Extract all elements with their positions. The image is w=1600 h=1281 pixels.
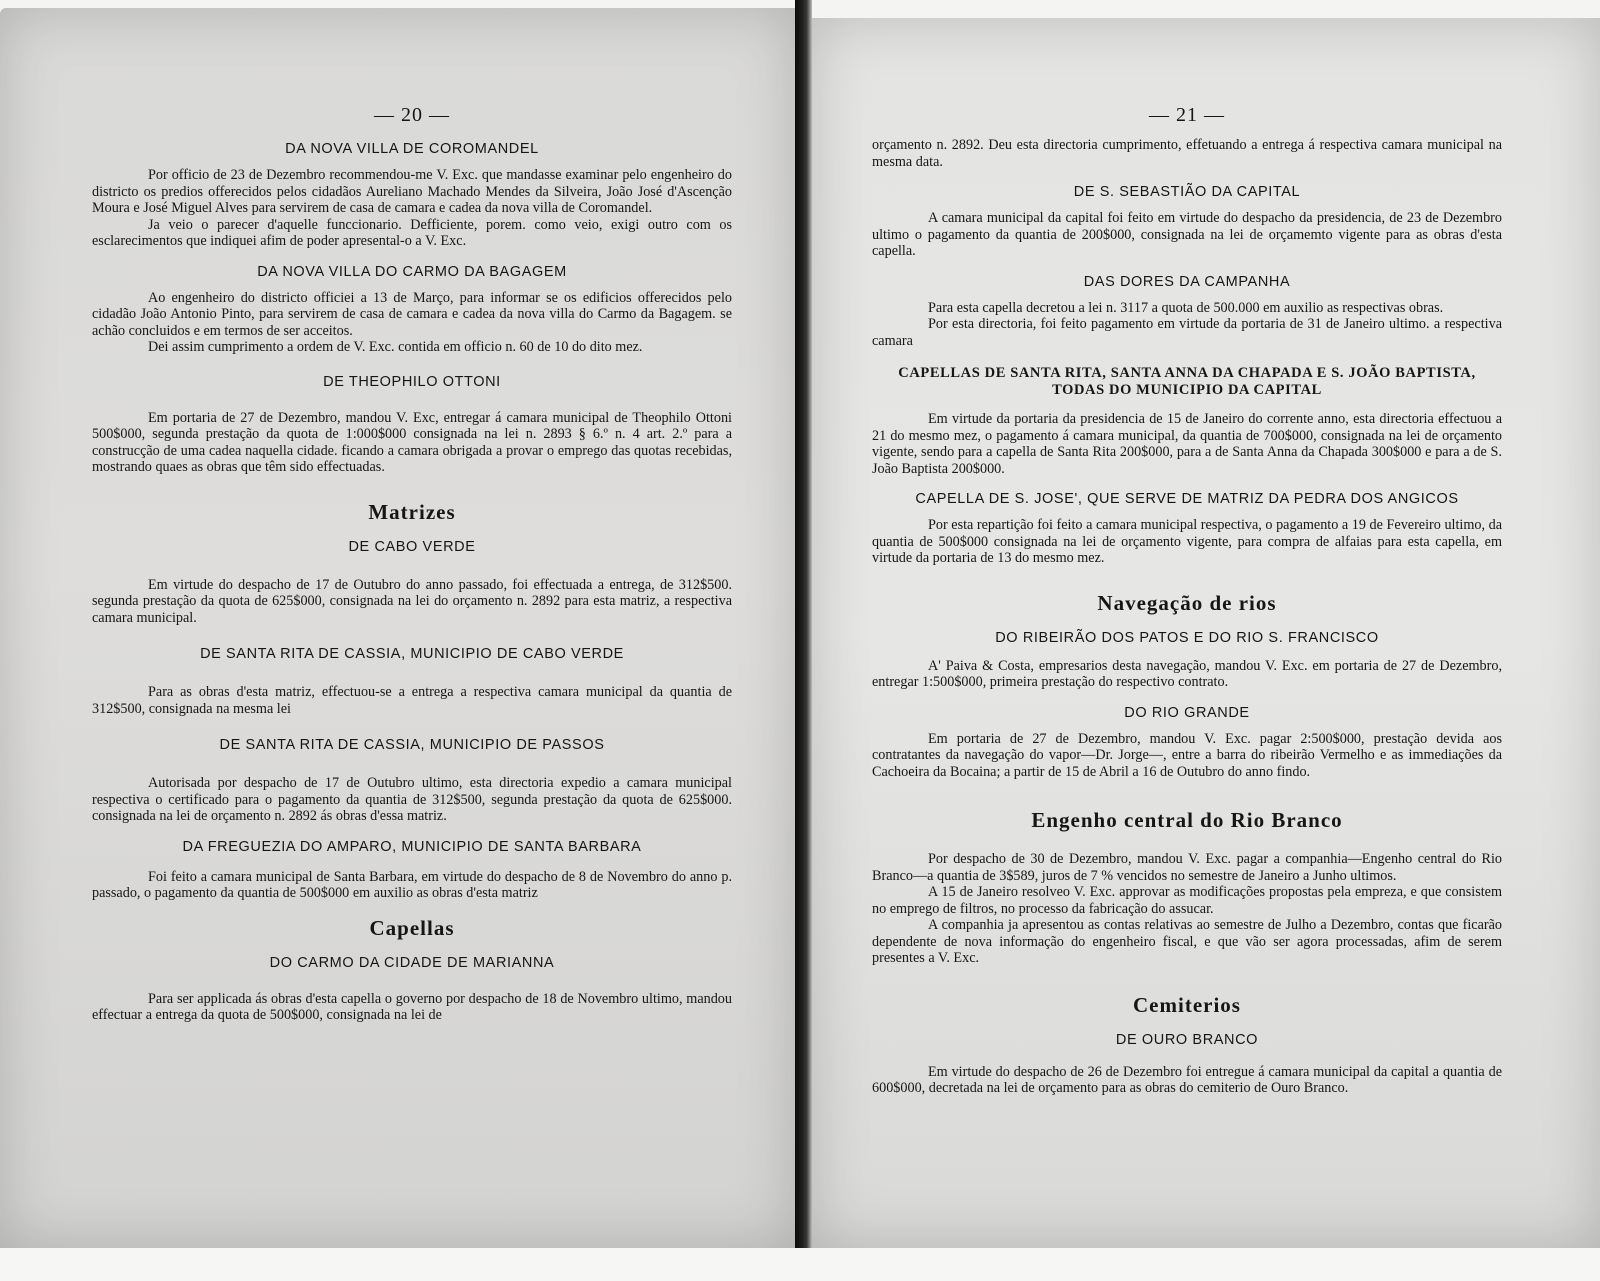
section-heading: DA NOVA VILLA DO CARMO DA BAGAGEM (257, 263, 567, 280)
paragraph: Em virtude da portaria da presidencia de 15 de Janeiro do corrente anno, esta directoria effectuou a 21 do mesmo mez, o pagamento á camara municipal, da quantia de 700$000, consignada na lei de orçamento vigente, sendo para a capella de Santa Rita 200$000, para a de Santa Anna da Chapada 300$000 e para a de S. João Baptista 200$000. (872, 411, 1502, 477)
paragraph: A' Paiva & Costa, empresarios desta navegação, mandou V. Exc. em portaria de 27 de Dezembro, entregar 1:500$000, primeira prestação do respectivo contrato. (872, 657, 1502, 690)
left-text-column (92, 104, 732, 1024)
paragraph: Por esta repartição foi feito a camara municipal respectiva, o pagamento a 19 de Fevereiro ultimo, da quantia de 500$000 consignada na lei de orçamento vigente, para compra de alfaias para esta capella, em virtude da portaria de 13 do mesmo mez. (872, 517, 1502, 566)
chapter-title: Navegação de rios (1097, 590, 1277, 615)
paragraph: Para esta capella decretou a lei n. 3117 a quota de 500.000 em auxilio as respectivas obras. (928, 299, 1444, 316)
section-heading: DO RIO GRANDE (1124, 704, 1250, 721)
chapter-title: Engenho central do Rio Branco (1031, 808, 1343, 832)
paragraph: Por despacho de 30 de Dezembro, mandou V. Exc. pagar a companhia—Engenho central do Rio Branco—a quantia de 3$589, juros de 7 % vencidos no semestre de Janeiro a Junho ultimos. (872, 851, 1502, 884)
paragraph: Para ser applicada ás obras d'esta capella o governo por despacho de 18 de Novembro ultimo, mandou effectuar a entrega da quota de 500$000, consignada na lei de (92, 990, 732, 1023)
section-heading: DE CABO VERDE (348, 538, 476, 555)
page-number: — 21 — (1149, 104, 1225, 126)
chapter-title: Capellas (369, 915, 455, 940)
section-heading: DE SANTA RITA DE CASSIA, MUNICIPIO DE PASSOS (219, 737, 605, 753)
paragraph: Por officio de 23 de Dezembro recommendou-me V. Exc. que mandasse examinar pelo engenheiro do districto os predios offerecidos pelos cidadãos Aureliano Machado Mendes da Silveira, João José d'Ascenção Moura e José Miguel Alves para servirem de casa de camara e cadea da nova villa de Coromandel. (92, 167, 732, 216)
section-heading: CAPELLAS DE SANTA RITA, SANTA ANNA DA CHAPADA E S. JOÃO BAPTISTA, TODAS DO MUNICIPIO DA CAPITAL (898, 365, 1476, 398)
paragraph: Em virtude do despacho de 17 de Outubro do anno passado, foi effectuada a entrega, de 312$500. segunda prestação da quota de 625$000, consignada na lei do orçamento n. 2892 para esta matriz, a respectiva camara municipal. (92, 576, 732, 626)
book-gutter (795, 0, 812, 1281)
page-number: — 20 — (374, 104, 450, 126)
paragraph: Dei assim cumprimento a ordem de V. Exc. contida em officio n. 60 de 10 do dito mez. (148, 339, 643, 355)
paragraph: Em portaria de 27 de Dezembro, mandou V. Exc, entregar á camara municipal de Theophilo Ottoni 500$000, segunda prestação da quota de 1:000$000 consignada na lei n. 2893 § 6.º n. 4 art. 2.º para a construcção de uma cadea naquella cidade. ficando a camara obrigada a provar o emprego das quotas recebidas, mostrando quaes as obras que têm sido effectuadas. (92, 409, 732, 475)
chapter-title: Matrizes (368, 499, 456, 524)
scan-margin (0, 1248, 1600, 1281)
paragraph: A 15 de Janeiro resolveo V. Exc. approvar as modificações propostas pela empreza, e que consistem no emprego de filtros, no processo da fabricação do assucar. (872, 884, 1502, 917)
right-text-column (872, 104, 1502, 1097)
section-heading: DAS DORES DA CAMPANHA (1083, 273, 1291, 290)
section-heading: DE THEOPHILO OTTONI (323, 373, 501, 390)
section-heading: DA NOVA VILLA DE COROMANDEL (285, 141, 539, 157)
chapter-title: Cemiterios (1133, 992, 1241, 1017)
section-heading: DO RIBEIRÃO DOS PATOS E DO RIO S. FRANCISCO (995, 629, 1379, 646)
paragraph: Ja veio o parecer d'aquelle funccionario. Defficiente, porem. como veio, exigi outro com os esclarecimentos que indiquei afim de poder apresental-o a V. Exc. (92, 216, 732, 249)
section-heading: DA FREGUEZIA DO AMPARO, MUNICIPIO DE SANTA BARBARA (182, 838, 642, 855)
section-heading: DE SANTA RITA DE CASSIA, MUNICIPIO DE CABO VERDE (200, 646, 624, 662)
paragraph: Em portaria de 27 de Dezembro, mandou V. Exc. pagar 2:500$000, prestação devida aos contratantes da navegação do vapor—Dr. Jorge—, entre a barra do ribeirão Vermelho e as immediações da Cachoeira da Bocaina; a partir de 15 de Abril a 16 de Outubro do anno findo. (872, 730, 1502, 780)
section-heading: DE OURO BRANCO (1115, 1031, 1259, 1048)
paragraph: Autorisada por despacho de 17 de Outubro ultimo, esta directoria expedio a camara municipal respectiva o certificado para o pagamento da quantia de 312$500, segunda prestação da quota de 625$000. consignada na lei de orçamento n. 2892 ás obras d'essa matriz. (92, 775, 732, 824)
paragraph: orçamento n. 2892. Deu esta directoria cumprimento, effetuando a entrega á respectiva camara municipal na mesma data. (872, 137, 1502, 170)
section-heading: DO CARMO DA CIDADE DE MARIANNA (269, 954, 555, 971)
paragraph: Para as obras d'esta matriz, effectuou-se a entrega a respectiva camara municipal da quantia de 312$500, consignada na mesma lei (92, 684, 732, 717)
paragraph: Ao engenheiro do districto officiei a 13 de Março, para informar se os edificios offerecidos pelo cidadão João Antonio Pinto, para servirem de casa de camara e cadea da nova villa do Carmo da Bagagem. se achão concluidos e em termos de ser acceitos. (92, 289, 732, 339)
paragraph: Foi feito a camara municipal de Santa Barbara, em virtude do despacho de 8 de Novembro do anno p. passado, o pagamento da quantia de 500$000 em auxilio as obras d'esta matriz (92, 868, 732, 901)
left-page (0, 8, 795, 1248)
paragraph: Por esta directoria, foi feito pagamento em virtude da portaria de 31 de Janeiro ultimo. a respectiva camara (872, 316, 1502, 349)
right-page (812, 18, 1600, 1248)
paragraph: A camara municipal da capital foi feito em virtude do despacho da presidencia, de 23 de Dezembro ultimo o pagamento da quantia de 200$000, consignada na lei de orçamemto vigente para as obras d'esta capella. (872, 210, 1502, 259)
paragraph: Em virtude do despacho de 26 de Dezembro foi entregue á camara municipal da capital a quantia de 600$000, decretada na lei de orçamento para as obras do cemiterio de Ouro Branco. (872, 1063, 1502, 1096)
section-heading: DE S. SEBASTIÃO DA CAPITAL (1073, 184, 1301, 200)
section-heading: CAPELLA DE S. JOSE', QUE SERVE DE MATRIZ DA PEDRA DOS ANGICOS (915, 491, 1459, 507)
paragraph: A companhia ja apresentou as contas relativas ao semestre de Julho a Dezembro, contas que ficarão dependente de nova informação do engenheiro fiscal, e que vão ser agora processadas, afim de serem presentes a V. Exc. (872, 917, 1502, 966)
